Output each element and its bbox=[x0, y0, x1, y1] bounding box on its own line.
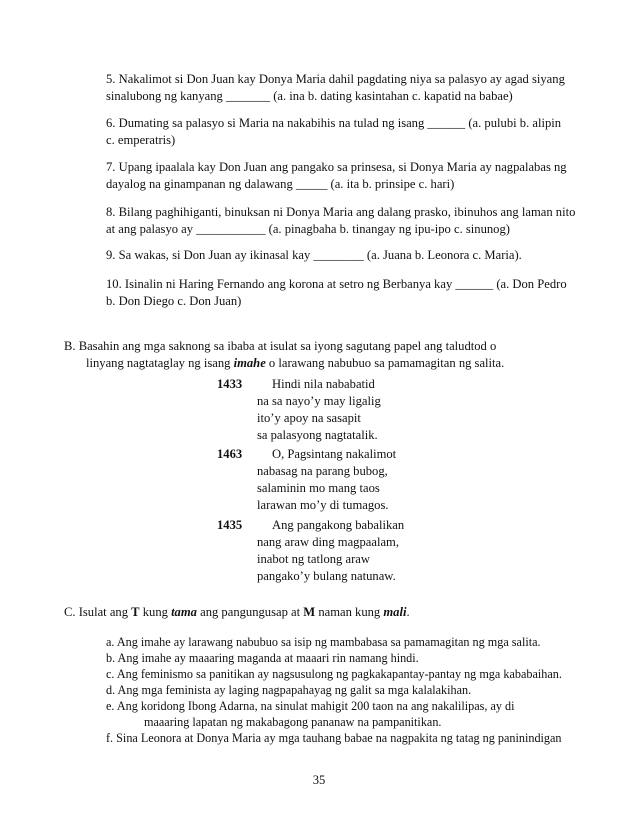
true-false-items bbox=[106, 634, 606, 746]
stanza-number: 1435 bbox=[217, 518, 243, 532]
list-item-continuation: maaaring lapatan ng makabagong pananaw na pampanitikan. bbox=[144, 715, 442, 729]
stanza-lines: O, Pagsintang nakalimot nabasag na parang bubog, salaminin mo mang taos larawan mo’y di tumagos. bbox=[257, 447, 397, 512]
list-item: d. Ang mga feminista ay laging nagpapahayag ng galit sa mga kalalakihan. bbox=[106, 683, 472, 697]
list-item: b. Ang imahe ay maaaring maganda at maaari rin namang hindi. bbox=[106, 651, 419, 665]
page-number: 35 bbox=[312, 773, 326, 787]
question-5: 5. Nakalimot si Don Juan kay Donya Maria dahil pagdating niya sa palasyo ay agad siyang sinalubong ng kanyang _______ (a. ina b. dating kasintahan c. kapatid na babae) bbox=[106, 72, 565, 103]
question-9: 9. Sa wakas, si Don Juan ay ikinasal kay ________ (a. Juana b. Leonora c. Maria). bbox=[106, 248, 522, 262]
list-item: e. Ang koridong Ibong Adarna, na sinulat mahigit 200 taon na ang nakalilipas, ay di bbox=[106, 699, 515, 713]
question-10: 10. Isinalin ni Haring Fernando ang korona at setro ng Berbanya kay ______ (a. Don Pedro b. Don Diego c. Don Juan) bbox=[106, 277, 567, 308]
question-7: 7. Upang ipaalala kay Don Juan ang pangako sa prinsesa, si Donya Maria ay nagpalabas ng dayalog na ginampanan ng dalawang _____ (a. ita b. prinsipe c. hari) bbox=[106, 160, 567, 191]
section-b-instructions: B. Basahin ang mga saknong sa ibaba at isulat sa iyong sagutang papel ang taludtod o linyang nagtataglay ng isang imahe o larawang nabubuo sa pamamagitan ng salita. bbox=[64, 339, 505, 370]
stanza-lines: Hindi nila nababatid na sa nayo’y may ligalig ito’y apoy na sasapit sa palasyong nagtatalik. bbox=[257, 377, 381, 442]
question-8: 8. Bilang paghihiganti, binuksan ni Donya Maria ang dalang prasko, ibinuhos ang laman nito at ang palasyo ay ___________ (a. pinagbaha b. tinangay ng ipu-ipo c. sinunog) bbox=[106, 205, 576, 236]
section-c-instructions: C. Isulat ang T kung tama ang pangungusap at M naman kung mali. bbox=[64, 605, 410, 619]
stanza-number: 1433 bbox=[217, 377, 243, 391]
stanza-lines: Ang pangakong babalikan nang araw ding magpaalam, inabot ng tatlong araw pangako’y bulang natunaw. bbox=[257, 518, 405, 583]
stanza-number: 1463 bbox=[217, 447, 243, 461]
list-item: a. Ang imahe ay larawang nabubuo sa isip ng mambabasa sa pamamagitan ng mga salita. bbox=[106, 635, 541, 649]
question-6: 6. Dumating sa palasyo si Maria na nakabihis na tulad ng isang ______ (a. pulubi b. alipin c. emperatris) bbox=[106, 116, 562, 147]
list-item: f. Sina Leonora at Donya Maria ay mga tauhang babae na nagpakita ng tatag ng paninindigan bbox=[106, 731, 562, 745]
list-item: c. Ang feminismo sa panitikan ay nagsusulong ng pagkakapantay-pantay ng mga kababaihan. bbox=[106, 667, 562, 681]
